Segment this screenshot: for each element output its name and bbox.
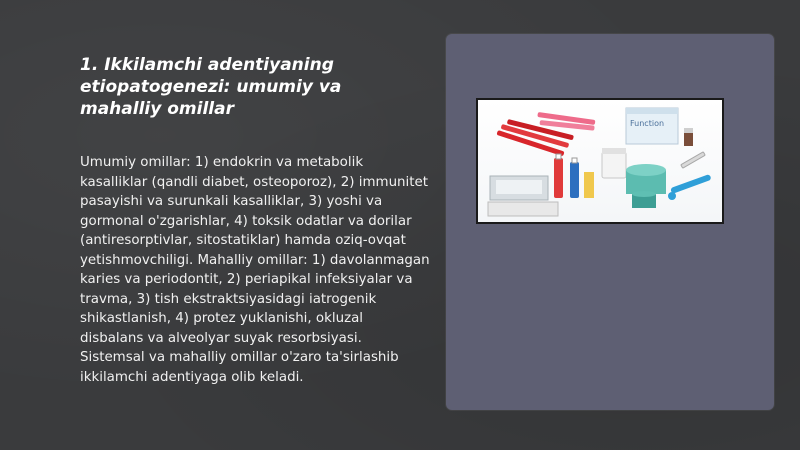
function-box-label: Function (630, 119, 665, 128)
blue-instrument (668, 174, 712, 200)
dental-materials-photo (476, 98, 724, 224)
white-jars (602, 148, 626, 178)
dental-materials-illustration (478, 100, 722, 222)
teal-jars (626, 164, 666, 208)
mixing-pad (488, 202, 558, 216)
pink-tubes (537, 112, 595, 131)
slide-title: 1. Ikkilamchi adentiyaning etiopatogenezi: umumiy va mahalliy omillar (80, 55, 342, 119)
impression-tray (490, 176, 548, 200)
vial (684, 128, 693, 146)
function-box (626, 108, 678, 144)
tubes (554, 154, 594, 198)
syringe (681, 152, 706, 168)
slide-body-text: Umumiy omillar: 1) endokrin va metabolik kasalliklar (qandli diabet, osteoporoz), 2) immunitet pasayishi va surunkali kasalliklar, 3) yoshi va gormonal o'zgarishlar, 4) toksik odatlar va dorilar (antiresorptivlar, sitostatiklar) hamda oziq-ovqat yetishmovchiligi. Mahalliy omillar: 1) davolanmagan karies va periodontit, 2) periapikal infeksiyalar va travma, 3) tish ekstraktsiyasidagi iatrogenik shikastlanish, 4) protez yuklanishi, okluzal disbalans va alveolyar suyak resorbsiyasi. Sistemsal va mahalliy omillar o'zaro ta'sirlashib ikkilamchi adentiyaga olib keladi. (80, 155, 430, 385)
